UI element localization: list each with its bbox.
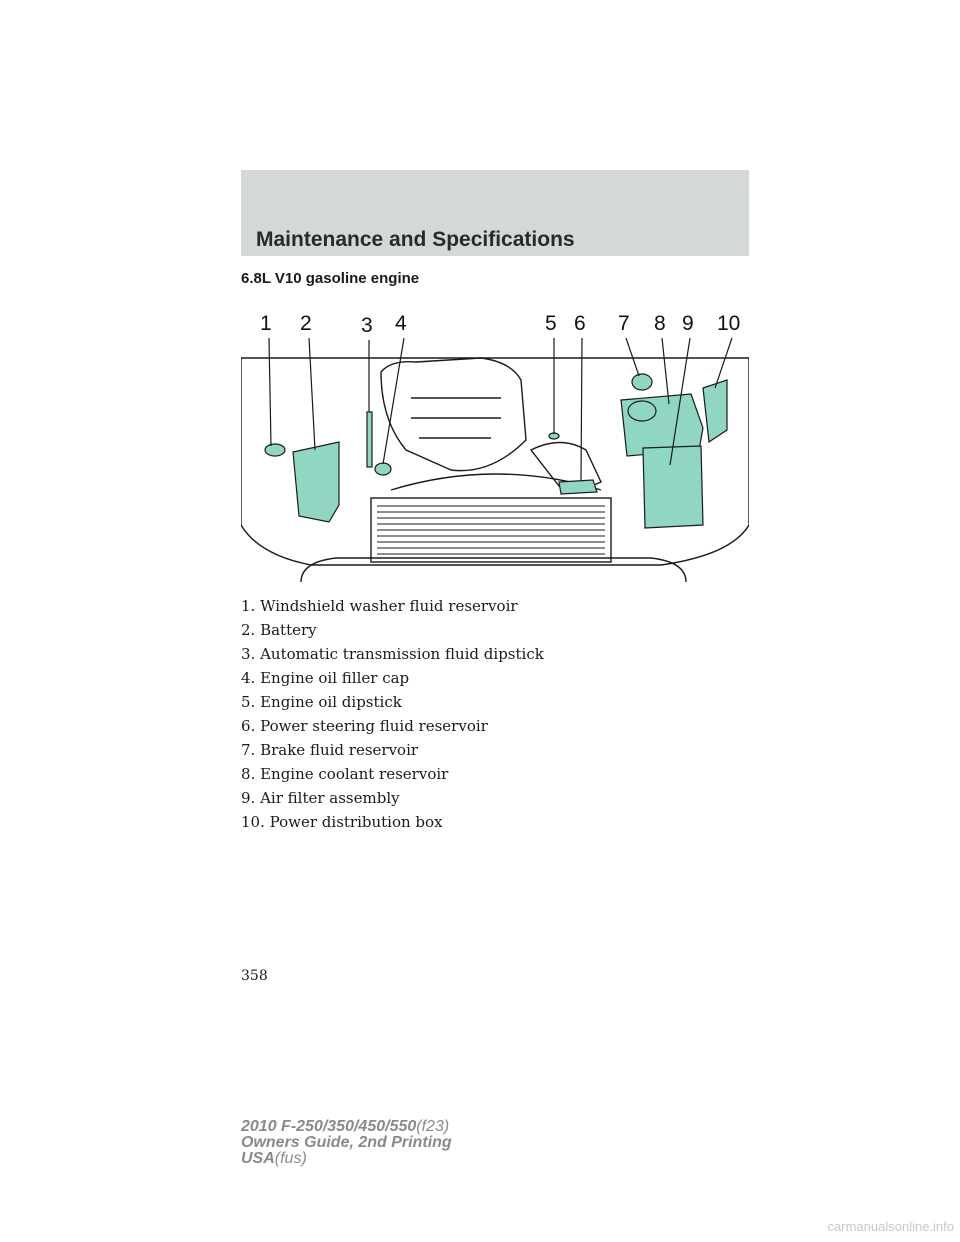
section-title: Maintenance and Specifications — [256, 228, 575, 251]
washer-reservoir-cap — [265, 444, 285, 456]
legend-item: 1. Windshield washer fluid reservoir — [241, 597, 518, 615]
air-filter-assembly — [643, 446, 703, 528]
battery — [293, 442, 339, 522]
footer-model-code: (f23) — [416, 1118, 450, 1135]
watermark: carmanualsonline.info — [827, 1219, 954, 1234]
transmission-dipstick — [367, 412, 372, 467]
legend-item: 2. Battery — [241, 621, 317, 639]
footer-edition: Owners Guide, 2nd Printing — [241, 1134, 452, 1151]
legend-item: 5. Engine oil dipstick — [241, 693, 402, 711]
legend-item: 10. Power distribution box — [241, 813, 443, 831]
highlighted-components — [265, 374, 727, 528]
power-distribution-box — [703, 380, 727, 442]
legend-item: 9. Air filter assembly — [241, 789, 400, 807]
footer-market: USA — [241, 1150, 275, 1167]
power-steering-reservoir — [559, 480, 597, 494]
callout-9: 9 — [682, 312, 694, 335]
callout-5: 5 — [545, 312, 557, 335]
legend-item: 8. Engine coolant reservoir — [241, 765, 449, 783]
oil-filler-cap — [375, 463, 391, 475]
callout-8: 8 — [654, 312, 666, 335]
brake-fluid-reservoir — [632, 374, 652, 390]
engine-compartment-diagram — [241, 300, 749, 582]
footer-model: 2010 F-250/350/450/550 — [241, 1118, 417, 1135]
legend-item: 4. Engine oil filler cap — [241, 669, 410, 687]
legend-item: 3. Automatic transmission fluid dipstick — [241, 645, 544, 663]
callout-10: 10 — [717, 312, 741, 335]
legend-item: 7. Brake fluid reservoir — [241, 741, 419, 759]
legend-item: 6. Power steering fluid reservoir — [241, 717, 488, 735]
component-legend — [241, 597, 544, 837]
page-number: 358 — [241, 968, 268, 984]
document-footer — [241, 1119, 452, 1167]
engine-subtitle: 6.8L V10 gasoline engine — [241, 270, 420, 287]
callout-6: 6 — [574, 312, 586, 335]
callout-2: 2 — [300, 312, 312, 335]
callout-4: 4 — [395, 312, 407, 335]
coolant-cap — [628, 401, 656, 421]
footer-market-code: (fus) — [274, 1150, 307, 1167]
callout-3: 3 — [361, 314, 373, 337]
callout-1: 1 — [260, 312, 272, 335]
callout-numbers — [260, 312, 740, 337]
callout-7: 7 — [618, 312, 630, 335]
radiator-grille — [377, 506, 605, 554]
